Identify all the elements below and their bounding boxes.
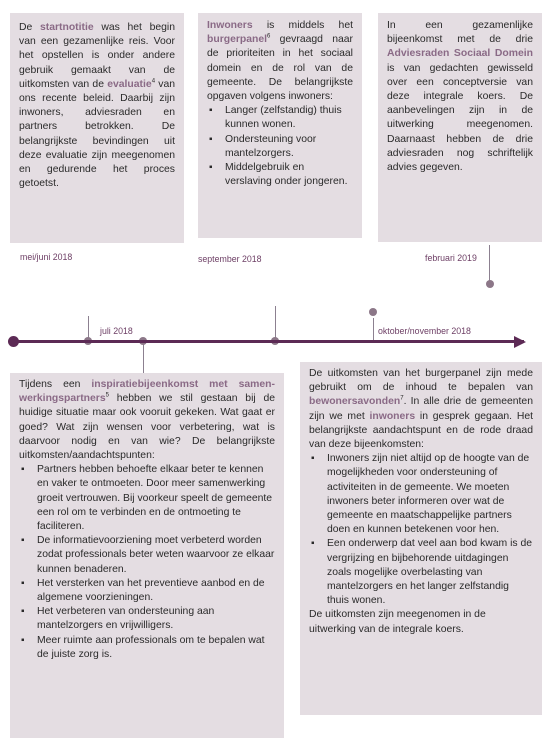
highlight-bewonersavonden: bewonersavonden — [309, 396, 401, 408]
timeline-label-juli-2018: juli 2018 — [100, 326, 133, 336]
highlight-inwoners: inwoners — [369, 410, 416, 422]
timeline-arrow-icon — [514, 336, 526, 348]
highlight-adviesraden: Adviesraden Sociaal Domein — [387, 48, 533, 60]
card-inspiratiebijeenkomst — [10, 373, 284, 738]
footnote-4: 4 — [151, 78, 156, 85]
list-item: ▪ Langer (zelfstandig) thuis kunnen wonen. — [207, 104, 353, 132]
footnote-7: 7 — [400, 395, 404, 402]
footnote-6: 6 — [267, 33, 271, 40]
card-startnotitie-text: De startnotitie was het begin van een gezamenlijke reis. Voor het opstellen is onder andere gebruik gemaakt van de uitkomsten van de evaluatie$^4$ van ons recente beleid. Daarbij zijn inwoners, adviesraden en partners betrokken. De belangrijkste bevindingen uit deze evaluatie zijn meegenomen en gedurende het proces getoetst. — [19, 22, 175, 190]
list-item: ▪ Het versterken van het preventieve aanbod en de algemene voorzieningen. — [19, 577, 275, 605]
footnote-5: 5 — [105, 392, 109, 399]
inspiratiebijeenkomst-list — [19, 463, 275, 662]
list-item: ▪ Partners hebben behoefte elkaar beter te kennen en vaker te ontmoeten. Door meer samenwerking groeit vertrouwen. Bij voorkeur speelt de gemeente een rol om te verbinden en de ontmoeting te faciliteren. — [19, 463, 275, 534]
list-item: ▪ Inwoners zijn niet altijd op de hoogte van de mogelijkheden voor ondersteuning of activiteiten in de gemeente. We moeten inwoners beter informeren over wat de gemeente en maatschappelijke partners doen en kunnen betekenen voor hen. — [309, 452, 533, 537]
timeline-start-dot — [8, 336, 19, 347]
card-burgerpanel — [198, 13, 362, 238]
card-adviesraden — [378, 13, 542, 242]
list-item: ▪ Een onderwerp dat veel aan bod kwam is de vergrijzing en bijbehorende uitdagingen zoals mogelijke overbelasting van mantelzorgers en het langer zelfstandig thuis wonen. — [309, 537, 533, 608]
highlight-inwoners: Inwoners — [207, 20, 253, 31]
list-item: ▪ Meer ruimte aan professionals om te bepalen wat de juiste zorg is. — [19, 634, 275, 662]
list-item: ▪ Middelgebruik en verslaving onder jongeren. — [207, 161, 353, 189]
timeline-marker — [369, 308, 377, 316]
timeline-label-februari-2019: februari 2019 — [425, 253, 477, 263]
card-startnotitie — [10, 13, 184, 243]
timeline-marker — [486, 280, 494, 288]
timeline-tick — [373, 318, 374, 342]
highlight-burgerpanel: burgerpanel — [207, 34, 268, 46]
highlight-inspiratiebijeenkomst: inspiratiebijeenkomst met samen-werkingspartners — [19, 379, 275, 405]
highlight-evaluatie: evaluatie — [107, 78, 152, 90]
timeline-axis — [14, 340, 524, 343]
bewonersavonden-list — [309, 452, 533, 608]
card-inspiratiebijeenkomst-text: Tijdens een inspiratiebijeenkomst met samen-werkingspartners$^5$ hebben we stil gestaan bij de huidige situatie maar ook vooruit gekeken. Wat gaat er goed? Wat zijn wensen voor verbetering, wat is daarvoor nodig en van wie? De belangrijkste uitkomsten/aandachtspunten: — [19, 379, 275, 462]
timeline-tick — [489, 245, 490, 283]
card-bewonersavonden-closing: De uitkomsten zijn meegenomen in de uitwerking van de integrale koers. — [309, 609, 486, 635]
card-bewonersavonden-text: De uitkomsten van het burgerpanel zijn mede gebruikt om de inhoud te bepalen van bewonersavonden$^7$. In alle drie de gemeenten zijn we met inwoners in gesprek gegaan. Het belangrijkste aandachtspunt en de rode draad van deze bijeenkomsten: — [309, 368, 533, 451]
timeline-label-september-2018: september 2018 — [198, 254, 262, 264]
list-item: ▪ Het verbeteren van ondersteuning aan mantelzorgers en vrijwilligers. — [19, 605, 275, 633]
card-bewonersavonden — [300, 362, 542, 715]
list-item: ▪ Ondersteuning voor mantelzorgers. — [207, 133, 353, 161]
timeline-label-oktober-november-2018: oktober/november 2018 — [378, 326, 471, 336]
highlight-startnotitie: startnotitie — [39, 22, 94, 33]
burgerpanel-list — [207, 104, 353, 189]
timeline-label-mei-juni-2018: mei/juni 2018 — [20, 252, 73, 262]
list-item: ▪ De informatievoorziening moet verbeterd worden zodat professionals beter weten waarvoor ze elkaar kunnen benaderen. — [19, 534, 275, 577]
card-burgerpanel-text: Inwoners is middels het burgerpanel$^6$ gevraagd naar de prioriteiten in het sociaal domein en de rol van de gemeente. De belangrijkste opgaven volgens inwoners: — [207, 20, 353, 103]
card-adviesraden-text: In een gezamenlijke bijeenkomst met de drie Adviesraden Sociaal Domein is van gedachten gewisseld over een conceptversie van deze integrale koers. De aanbevelingen zijn in de uitwerking meegenomen. Daarnaast hebben de drie adviesraden nog schriftelijk advies gegeven. — [387, 20, 533, 174]
